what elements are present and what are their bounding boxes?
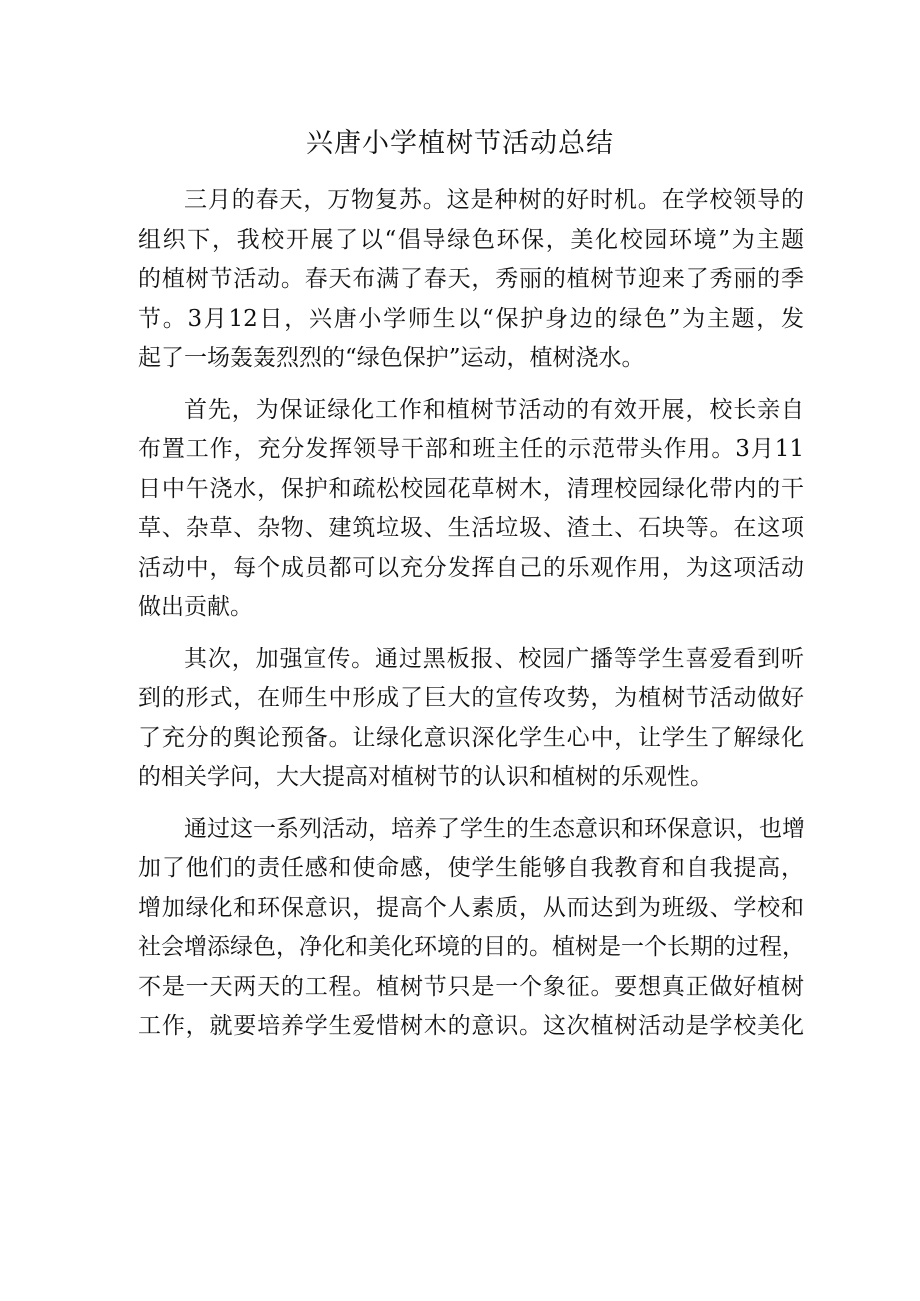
paragraph-line: 布置工作，充分发挥领导干部和班主任的示范带头作用。3月11 (138, 436, 804, 462)
paragraph-line: 节。3月12日，兴唐小学师生以“保护身边的绿色”为主题，发 (138, 305, 804, 332)
paragraph-line: 草、杂草、杂物、建筑垃圾、生活垃圾、渣土、石块等。在这项 (138, 515, 804, 541)
paragraph-line: 到的形式，在师生中形成了巨大的宣传攻势，为植树节活动做好 (138, 685, 804, 711)
paragraph-line: 了充分的舆论预备。让绿化意识深化学生心中，让学生了解绿化 (138, 724, 804, 751)
paragraph-line: 组织下，我校开展了以“倡导绿色环保，美化校园环境”为主题 (138, 226, 804, 253)
paragraph-line: 加了他们的责任感和使命感，使学生能够自我教育和自我提高， (138, 855, 804, 881)
paragraph-2 (138, 391, 804, 628)
paragraph-line: 做出贡献。 (138, 594, 253, 620)
paragraph-line: 三月的春天，万物复苏。这是种树的好时机。在学校领导的 (184, 187, 804, 213)
paragraph-line: 不是一天两天的工程。植树节只是一个象征。要想真正做好植树 (138, 973, 804, 1000)
paragraph-line: 社会增添绿色，净化和美化环境的目的。植树是一个长期的过程， (138, 934, 805, 960)
paragraph-line: 起了一场轰轰烈烈的“绿色保护”运动，植树浇水。 (138, 345, 645, 371)
paragraph-line: 日中午浇水，保护和疏松校园花草树木，清理校园绿化带内的干 (138, 475, 804, 502)
paragraph-line: 活动中，每个成员都可以充分发挥自己的乐观作用，为这项活动 (138, 554, 804, 581)
paragraph-line: 的相关学问，大大提高对植树节的认识和植树的乐观性。 (138, 764, 713, 790)
paragraph-1 (138, 181, 804, 379)
paragraph-line: 首先，为保证绿化工作和植树节活动的有效开展，校长亲自 (184, 396, 804, 423)
paragraph-4 (138, 810, 804, 1047)
paragraph-line: 增加绿化和环保意识，提高个人素质，从而达到为班级、学校和 (138, 894, 804, 921)
document-body (138, 181, 804, 1059)
paragraph-line: 的植树节活动。春天布满了春天，秀丽的植树节迎来了秀丽的季 (138, 266, 804, 292)
paragraph-3 (138, 640, 804, 798)
paragraph-line: 通过这一系列活动，培养了学生的生态意识和环保意识，也增 (184, 815, 805, 842)
document-title: 兴唐小学植树节活动总结 (306, 128, 614, 159)
paragraph-line: 其次，加强宣传。通过黑板报、校园广播等学生喜爱看到听 (184, 645, 804, 672)
paragraph-line: 工作，就要培养学生爱惜树木的意识。这次植树活动是学校美化 (138, 1013, 804, 1039)
